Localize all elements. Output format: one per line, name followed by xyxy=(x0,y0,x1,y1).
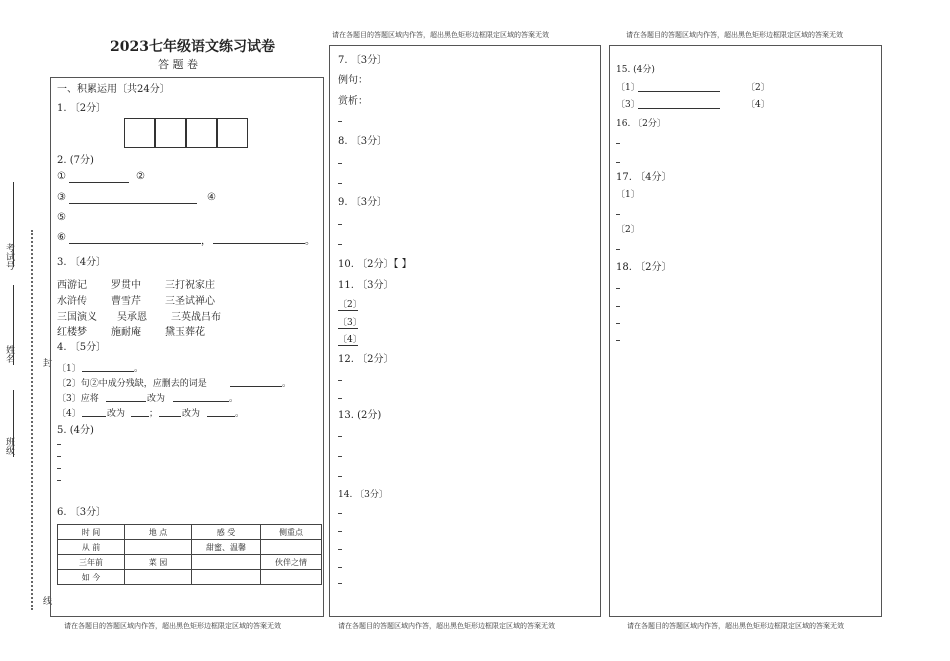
table-cell[interactable] xyxy=(125,570,192,585)
q13-line-2[interactable] xyxy=(338,456,342,457)
table-cell: 伙伴之情 xyxy=(261,555,322,570)
table-cell: 三年前 xyxy=(58,555,125,570)
q4-3-period: 。 xyxy=(229,394,239,404)
q18-line-3[interactable] xyxy=(616,323,620,324)
q11-part-2[interactable]: 〔2〕 xyxy=(338,297,358,311)
q15-part-1: 〔1〕 xyxy=(616,83,640,93)
q7-line[interactable] xyxy=(338,121,342,122)
q18-line-4[interactable] xyxy=(616,340,620,341)
q17-line-1[interactable] xyxy=(616,214,620,215)
q14-line-3[interactable] xyxy=(338,549,342,550)
q4-2-blank[interactable] xyxy=(230,386,282,387)
q2-period: 。 xyxy=(305,236,315,247)
table-cell[interactable] xyxy=(261,540,322,555)
top-hint-col2: 请在各题目的答题区域内作答，超出黑色矩形边框限定区域的答案无效 xyxy=(332,31,549,39)
q15-label: 15. (4分) xyxy=(616,65,655,75)
q15-part-2: 〔2〕 xyxy=(746,83,770,93)
q13-label: 13. (2分) xyxy=(338,410,382,421)
table-cell[interactable] xyxy=(261,570,322,585)
q15-part-4: 〔4〕 xyxy=(746,100,770,110)
q1-cell-2[interactable] xyxy=(155,118,186,148)
seal-mark: 封 xyxy=(41,358,51,367)
q7-example: 例句： xyxy=(338,75,368,86)
section-heading: 一、积累运用〔共24分〕 xyxy=(57,84,170,95)
table-cell[interactable] xyxy=(192,555,261,570)
table-header: 感 受 xyxy=(192,525,261,540)
q4-label: 4. 〔5分〕 xyxy=(57,342,107,353)
q2-blank-6a[interactable] xyxy=(69,243,201,244)
exam-number-line[interactable] xyxy=(13,182,14,267)
page-title: 2023七年级语文练习试卷 xyxy=(110,39,275,55)
table-cell: 甜蜜、温馨 xyxy=(192,540,261,555)
name-line[interactable] xyxy=(13,285,14,365)
q2-mark-3: ③ xyxy=(57,192,66,203)
q18-label: 18. 〔2分〕 xyxy=(616,262,672,273)
q12-line-1[interactable] xyxy=(338,380,342,381)
q15-blank-1[interactable] xyxy=(638,91,720,92)
exam-number-label: 考试号 xyxy=(4,243,14,270)
q9-line-2[interactable] xyxy=(338,244,342,245)
line-mark: 线 xyxy=(41,596,51,605)
page-subtitle: 答 题 卷 xyxy=(158,58,198,71)
q16-line-1[interactable] xyxy=(616,143,620,144)
q15-part-3: 〔3〕 xyxy=(616,100,640,110)
q4-4-blank-b[interactable] xyxy=(131,416,149,417)
q4-1-label: 〔1〕 xyxy=(57,364,81,374)
bottom-hint-col3: 请在各题目的答题区域内作答，超出黑色矩形边框限定区域的答案无效 xyxy=(627,622,844,630)
top-hint-col3: 请在各题目的答题区域内作答，超出黑色矩形边框限定区域的答案无效 xyxy=(626,31,843,39)
q2-mark-2: ② xyxy=(136,171,145,182)
table-cell[interactable] xyxy=(192,570,261,585)
q18-line-1[interactable] xyxy=(616,288,620,289)
q8-line-2[interactable] xyxy=(338,183,342,184)
q14-line-2[interactable] xyxy=(338,531,342,532)
q8-line-1[interactable] xyxy=(338,163,342,164)
q9-line-1[interactable] xyxy=(338,224,342,225)
q5-label: 5. (4分) xyxy=(57,425,94,436)
q8-label: 8. 〔3分〕 xyxy=(338,136,388,147)
q2-blank-1[interactable] xyxy=(69,182,129,183)
q9-label: 9. 〔3分〕 xyxy=(338,197,388,208)
q5-line-2[interactable] xyxy=(57,456,61,457)
q4-2-period: 。 xyxy=(282,379,292,389)
q2-mark-5: ⑤ xyxy=(57,212,66,223)
table-row xyxy=(58,555,322,570)
table-header: 侧重点 xyxy=(261,525,322,540)
q11-part-3[interactable]: 〔3〕 xyxy=(338,315,358,329)
q14-line-5[interactable] xyxy=(338,583,342,584)
table-header-row xyxy=(58,525,322,540)
q2-mark-6: ⑥ xyxy=(57,232,66,243)
q2-blank-3[interactable] xyxy=(69,203,197,204)
q17-part-1: 〔1〕 xyxy=(616,190,640,200)
q14-line-1[interactable] xyxy=(338,513,342,514)
bottom-hint-col2: 请在各题目的答题区域内作答，超出黑色矩形边框限定区域的答案无效 xyxy=(338,622,555,630)
q3-event-4: 黛玉葬花 xyxy=(165,327,205,338)
q3-author-4: 施耐庵 xyxy=(111,327,141,338)
q6-label: 6. 〔3分〕 xyxy=(57,507,107,518)
q3-author-2: 曹雪芹 xyxy=(111,296,141,307)
q18-line-2[interactable] xyxy=(616,306,620,307)
answer-box-col2 xyxy=(329,45,601,617)
q3-event-2: 三圣试禅心 xyxy=(165,296,215,307)
q4-4-blank-d[interactable] xyxy=(207,416,235,417)
answer-box-col3 xyxy=(609,45,882,617)
table-header: 时 间 xyxy=(58,525,125,540)
q4-4-blank-a[interactable] xyxy=(82,416,106,417)
q17-label: 17. 〔4分〕 xyxy=(616,172,672,183)
q3-book-4: 红楼梦 xyxy=(57,327,87,338)
q1-label: 1. 〔2分〕 xyxy=(57,103,107,114)
q1-cell-1[interactable] xyxy=(124,118,155,148)
q4-1-period: 。 xyxy=(134,364,144,374)
q14-label: 14. 〔3分〕 xyxy=(338,490,388,500)
table-row xyxy=(58,570,322,585)
q4-3-blank-b[interactable] xyxy=(173,401,229,402)
table-cell: 从 前 xyxy=(58,540,125,555)
q2-blank-6b[interactable] xyxy=(213,243,305,244)
q7-label: 7. 〔3分〕 xyxy=(338,55,388,66)
q17-part-2: 〔2〕 xyxy=(616,225,640,235)
q4-1-blank[interactable] xyxy=(82,371,134,372)
q17-line-2[interactable] xyxy=(616,249,620,250)
q2-comma: ， xyxy=(201,236,211,247)
table-cell: 菜 园 xyxy=(125,555,192,570)
q1-cell-3[interactable] xyxy=(186,118,217,148)
q4-4-period: 。 xyxy=(235,409,245,419)
q4-4-semicolon: ； xyxy=(149,409,159,419)
q3-event-3: 三英战吕布 xyxy=(171,312,221,323)
q16-label: 16. 〔2分〕 xyxy=(616,119,666,129)
q7-appreciation: 赏析： xyxy=(338,96,368,107)
class-line[interactable] xyxy=(13,390,14,457)
q2-label: 2. (7分) xyxy=(57,155,94,166)
name-label: 姓名 xyxy=(4,345,14,363)
q4-3-change: 改为 xyxy=(147,394,166,404)
q11-label: 11. 〔3分〕 xyxy=(338,280,394,291)
q3-book-2: 水浒传 xyxy=(57,296,87,307)
q11-part-4[interactable]: 〔4〕 xyxy=(338,332,358,346)
q15-blank-3[interactable] xyxy=(638,108,720,109)
q12-label: 12. 〔2分〕 xyxy=(338,354,394,365)
q4-4-blank-c[interactable] xyxy=(159,416,181,417)
q4-3-label: 〔3〕应将 xyxy=(57,394,99,404)
q3-book-1: 西游记 xyxy=(57,280,87,291)
q2-mark-4: ④ xyxy=(207,192,216,203)
q4-4-label: 〔4〕 xyxy=(57,409,81,419)
q5-line-1[interactable] xyxy=(57,444,61,445)
q1-cell-4[interactable] xyxy=(217,118,248,148)
q5-line-4[interactable] xyxy=(57,480,61,481)
q16-line-2[interactable] xyxy=(616,162,620,163)
q4-4-change-b: 改为 xyxy=(182,409,201,419)
binding-dotted-line xyxy=(31,230,33,610)
q3-label: 3. 〔4分〕 xyxy=(57,257,107,268)
q4-3-blank-a[interactable] xyxy=(106,401,146,402)
q2-mark-1: ① xyxy=(57,171,66,182)
class-label: 班级 xyxy=(4,437,14,455)
answer-box-col1 xyxy=(50,77,324,617)
q4-4-change-a: 改为 xyxy=(107,409,126,419)
table-header: 地 点 xyxy=(125,525,192,540)
q3-event-1: 三打祝家庄 xyxy=(165,280,215,291)
q12-line-2[interactable] xyxy=(338,398,342,399)
table-cell[interactable] xyxy=(125,540,192,555)
q13-line-3[interactable] xyxy=(338,476,342,477)
q5-line-3[interactable] xyxy=(57,468,61,469)
q4-2-label: 〔2〕句②中成分残缺，应删去的词是 xyxy=(57,379,207,389)
q6-table xyxy=(57,524,322,585)
bottom-hint-col1: 请在各题目的答题区域内作答，超出黑色矩形边框限定区域的答案无效 xyxy=(64,622,281,630)
q3-author-1: 罗贯中 xyxy=(111,280,141,291)
q10-label: 10. 〔2分〕【 】 xyxy=(338,259,412,270)
q3-book-3: 三国演义 xyxy=(57,312,97,323)
table-row xyxy=(58,540,322,555)
q14-line-4[interactable] xyxy=(338,567,342,568)
q13-line-1[interactable] xyxy=(338,436,342,437)
q3-author-3: 吴承恩 xyxy=(117,312,147,323)
table-cell: 如 今 xyxy=(58,570,125,585)
